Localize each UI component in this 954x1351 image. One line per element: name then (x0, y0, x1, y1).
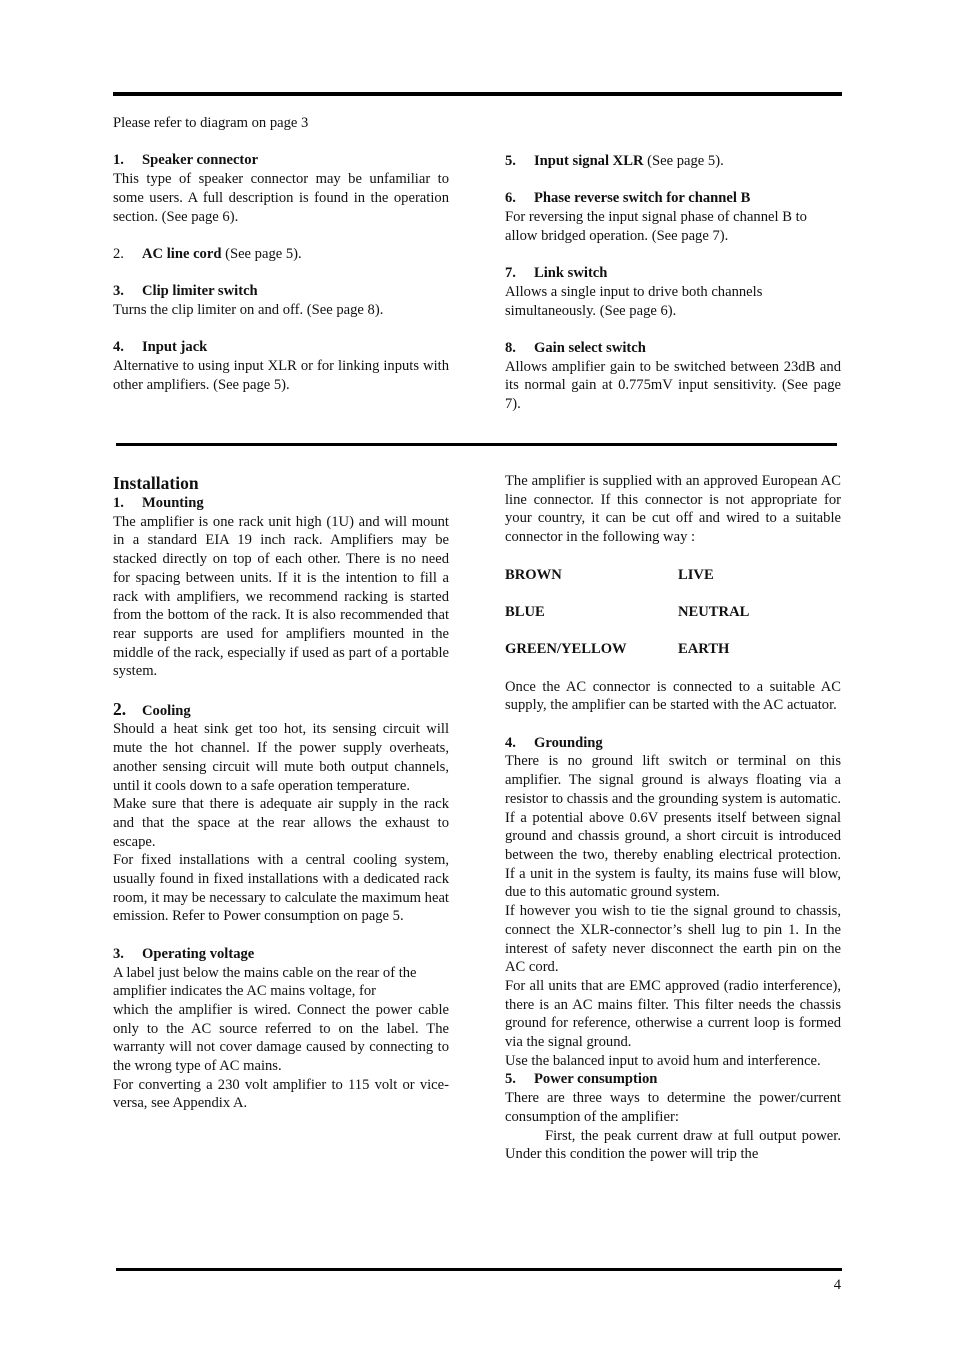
intro-text: Please refer to diagram on page 3 (113, 115, 309, 131)
voltage-paragraph: For converting a 230 volt amplifier to 115 volt or vice-versa, see Appendix A. (113, 1076, 449, 1112)
item-title: Link switch (534, 265, 608, 282)
mounting-heading: Mounting (142, 495, 204, 511)
item-title: Input signal XLR (534, 153, 644, 169)
item-body: Alternative to using input XLR or for linking inputs with other amplifiers. (See page 5). (113, 358, 449, 393)
list-item: 2. AC line cord (See page 5). (113, 245, 302, 262)
item-body: This type of speaker connector may be unfamiliar to some users. A full description is found in the operation section. (See page 6). (113, 171, 449, 225)
connector-outro: Once the AC connector is connected to a suitable AC supply, the amplifier can be started with the AC actuator. (505, 678, 841, 714)
list-item: 1. Speaker connector This type of speaker connector may be unfamiliar to some users. A full description is found in the operation section. (See page 6). (113, 152, 449, 225)
item-title: AC line cord (142, 245, 222, 262)
grounding-paragraph: There is no ground lift switch or terminal on this amplifier. The signal ground is always floating via a resistor to chassis and the grounding system is automatic. If a potential above 0.6V presents itself between signal ground and chassis ground, a short circuit is introduced between the two, thereby enabling electrical protection. If a unit in the system is faulty, its mains fuse will blow, due to this automatic ground system. (505, 753, 841, 901)
list-item: 6. Phase reverse switch for channel B For reversing the input signal phase of channel B to allow bridged operation. (See page 7). (505, 189, 841, 245)
power-paragraph: There are three ways to determine the power/current consumption of the amplifier: (505, 1090, 841, 1125)
list-item: 3. Clip limiter switch Turns the clip limiter on and off. (See page 8). (113, 282, 449, 319)
item-title: Speaker connector (142, 152, 259, 169)
installation-right-column: The amplifier is supplied with an approved European AC line connector. If this connector is not appropriate for your country, it can be cut off and wired to a suitable connector in the following way : BROWN LIVE BLUE NEUTRAL GREEN/YELLOW EARTH Once the AC connector is connected to a suitable AC supply, the amplifier can be started with the AC actuator. 4. Grounding There is no ground lift switch or terminal on this amplifier. The signal ground is always floating via a resistor to chassis and the grounding system is automatic. If a potential above 0.6V presents itself between signal ground and chassis ground, a short circuit is introduced between the two, thereby enabling electrical protection. If a unit in the system is faulty, its mains fuse will blow, due to this automatic ground system. If however you wish to tie the signal ground to chassis, connect the XLR-connector’s shell lug to pin 1. In the interest of safety never disconnect the earth pin on the AC cord. For all units that are EMC approved (radio interference), there is an AC mains filter. This filter needs the chassis ground for reference, otherwise a current loop is formed via the signal ground. Use the balanced input to avoid hum and interference. 5. Power consumption There are three ways to determine the power/current consumption of the amplifier: First, the peak current draw at full output power. Under this condition the power will trip the (505, 473, 841, 1163)
item-title: Gain select switch (534, 339, 646, 356)
power-paragraph: First, the peak current draw at full output power. Under this condition the power will trip the (505, 1127, 841, 1163)
installation-left-column: Installation 1. Mounting The amplifier is one rack unit high (1U) and will mount in a standard EIA 19 inch rack. Amplifiers may be stacked directly on top of each other. There is no need for spacing between units. If it is the intention to fill a rack with amplifiers, we recommend racking is started from the bottom of the rack. It is also recommended that rear supports are used for amplifiers mounted in the middle of the rack, especially if used as part of a portable system. 2. Cooling Should a heat sink get too hot, its sensing circuit will mute the hot channel. If the power supply overheats, another sensing circuit will mute both output channels, until it cools down to a safe operation temperature. Make sure that there is adequate air supply in the rack and that the space at the rear allows the exhaust to escape. For fixed installations with a central cooling system, usually found in fixed installations with a dedicated rack room, it may be necessary to calculate the maximum heat emission. Refer to Power consumption on page 5. 3. Operating voltage A label just below the mains cable on the rear of the amplifier indicates the AC mains voltage, for which the amplifier is wired. Connect the power cable only to the AC source referred to on the label. The warranty will not cover damage caused by connecting to the wrong type of AC mains. For converting a 230 volt amplifier to 115 volt or vice-versa, see Appendix A. (113, 473, 449, 1112)
section-title: Installation (113, 473, 199, 493)
grounding-paragraph: Use the balanced input to avoid hum and interference. (505, 1052, 821, 1069)
mounting-body: The amplifier is one rack unit high (1U) and will mount in a standard EIA 19 inch rack. Amplifiers may be stacked directly on top of each other. There is no need for spacing between units. If it is the intention to fill a rack with amplifiers, we recommend racking is started from the bottom of the rack. It is also recommended that rear supports are used for amplifiers mounted in the middle of the rack, especially if used as part of a portable system. (113, 513, 449, 680)
wiring-row: BLUE NEUTRAL (505, 603, 750, 620)
power-heading: Power consumption (534, 1071, 658, 1088)
grounding-heading: Grounding (534, 734, 603, 751)
voltage-heading: Operating voltage (142, 945, 255, 962)
top-left-column (113, 114, 449, 394)
wiring-row: BROWN LIVE (505, 566, 714, 583)
item-body: Turns the clip limiter on and off. (See page 8). (113, 301, 384, 318)
cooling-paragraph: Make sure that there is adequate air supply in the rack and that the space at the rear allows the exhaust to escape. (113, 796, 449, 850)
voltage-paragraph: which the amplifier is wired. Connect the power cable only to the AC source referred to on the label. The warranty will not cover damage caused by connecting to the wrong type of AC mains. (113, 1001, 449, 1075)
connector-intro: The amplifier is supplied with an approved European AC line connector. If this connector is not appropriate for your country, it can be cut off and wired to a suitable connector in the following way : (505, 473, 841, 546)
cooling-paragraph: For fixed installations with a central cooling system, usually found in fixed installations with a dedicated rack room, it may be necessary to calculate the maximum heat emission. Refer to Power consumption on page 5. (113, 852, 449, 925)
list-item: 7. Link switch Allows a single input to drive both channels simultaneously. (See page 6). (505, 264, 841, 320)
item-body: Allows a single input to drive both channels simultaneously. (See page 6). (505, 283, 763, 319)
wiring-row: GREEN/YELLOW EARTH (505, 641, 730, 658)
list-item: 5. Input signal XLR (See page 5). (505, 153, 724, 169)
list-item: 4. Input jack Alternative to using input XLR or for linking inputs with other amplifiers. (See page 5). (113, 339, 449, 393)
page-number: 4 (833, 1277, 841, 1293)
item-body: Allows amplifier gain to be switched between 23dB and its normal gain at 0.775mV input sensitivity. (See page 7). (505, 358, 841, 413)
item-title: Clip limiter switch (142, 283, 258, 300)
item-title: Phase reverse switch for channel B (534, 190, 751, 207)
cooling-paragraph: Should a heat sink get too hot, its sensing circuit will mute the hot channel. If the power supply overheats, another sensing circuit will mute both output channels, until it cools down to a safe operation temperature. (113, 721, 449, 794)
list-item: 8. Gain select switch Allows amplifier gain to be switched between 23dB and its normal gain at 0.775mV input sensitivity. (See page 7). (505, 339, 841, 413)
bottom-rule (116, 1268, 842, 1271)
top-right-column (505, 152, 841, 414)
top-rule (113, 92, 842, 96)
middle-rule (116, 443, 837, 446)
voltage-paragraph: A label just below the mains cable on the rear of the amplifier indicates the AC mains voltage, for (113, 964, 417, 1000)
item-body: For reversing the input signal phase of channel B to allow bridged operation. (See page 7). (505, 209, 807, 244)
grounding-paragraph: For all units that are EMC approved (radio interference), there is an AC mains filter. This filter needs the chassis ground for reference, otherwise a current loop is formed via the signal ground. (505, 977, 841, 1051)
grounding-paragraph: If however you wish to tie the signal ground to chassis, connect the XLR-connector’s shell lug to pin 1. In the interest of safety never disconnect the earth pin on the AC cord. (505, 903, 841, 976)
item-title: Input jack (142, 339, 208, 356)
cooling-heading: Cooling (142, 702, 191, 719)
